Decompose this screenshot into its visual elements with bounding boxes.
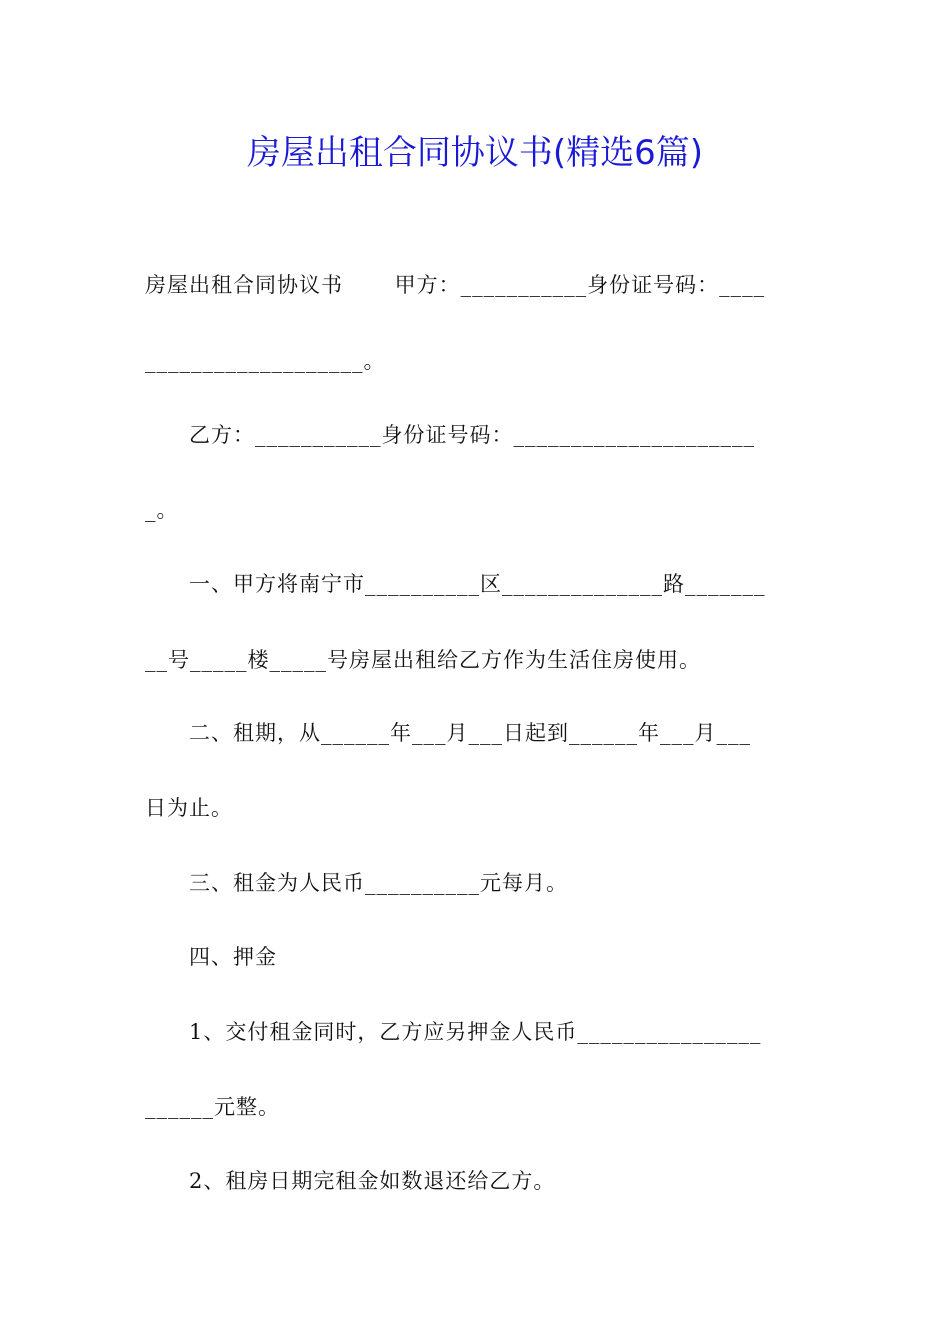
paragraph-line: 一、甲方将南宁市__________区______________路_______ <box>145 572 766 596</box>
paragraph-line: 四、押金 <box>145 945 277 969</box>
document-title: 房屋出租合同协议书(精选6篇) <box>246 133 704 173</box>
paragraph-line: _。 <box>145 498 179 522</box>
paragraph-line: 日为止。 <box>145 796 233 820</box>
paragraph-line: __号_____楼_____号房屋出租给乙方作为生活住房使用。 <box>145 648 701 672</box>
paragraph-line: ___________________。 <box>145 349 386 373</box>
paragraph-line: 二、租期，从______年___月___日起到______年___月___ <box>145 721 751 745</box>
paragraph-line: 2、租房日期完租金如数退还给乙方。 <box>145 1169 556 1193</box>
paragraph-line: 1、交付租金同时，乙方应另押金人民币________________ <box>145 1020 762 1044</box>
paragraph-line: 房屋出租合同协议书 甲方：___________身份证号码：____ <box>145 273 766 297</box>
paragraph-line: 三、租金为人民币__________元每月。 <box>145 871 568 895</box>
paragraph-line: 乙方：___________身份证号码：_____________________ <box>145 423 755 447</box>
paragraph-line: ______元整。 <box>145 1095 280 1119</box>
